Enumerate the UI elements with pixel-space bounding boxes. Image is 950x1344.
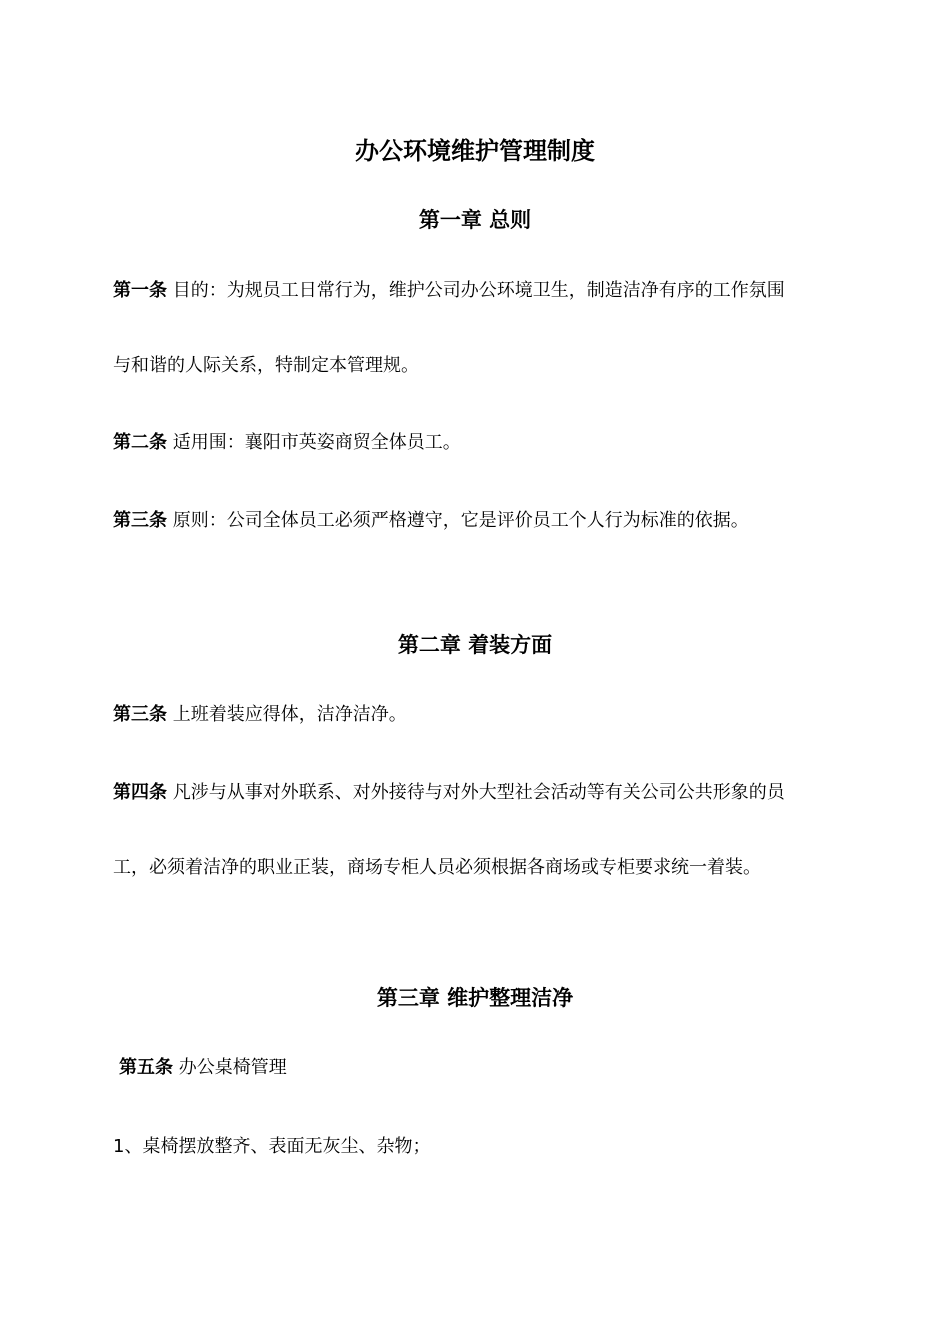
- article-1-line-1: [113, 278, 785, 304]
- chapter-2-heading: 第二章 着装方面: [397, 633, 553, 657]
- article-5-text: 办公桌椅管理: [173, 1057, 287, 1078]
- article-4-line-2: 工，必须着洁净的职业正装，商场专柜人员必须根据各商场或专柜要求统一着装。: [113, 857, 761, 878]
- chapter-3-heading: 第三章 维护整理洁净: [376, 986, 574, 1010]
- chapter-2-article-3-label: 第三条: [113, 704, 167, 725]
- article-1-line-2: 与和谐的人际关系，特制定本管理规。: [113, 355, 419, 376]
- document-title: 办公环境维护管理制度: [355, 137, 595, 165]
- article-5: [119, 1055, 287, 1081]
- article-4-text: 凡涉与从事对外联系、对外接待与对外大型社会活动等有关公司公共形象的员: [167, 782, 785, 803]
- article-3-label: 第三条: [113, 510, 167, 531]
- article-4-line-1: [113, 780, 785, 806]
- article-2-label: 第二条: [113, 432, 167, 453]
- chapter-2-article-3: [113, 702, 407, 728]
- article-5-label: 第五条: [119, 1057, 173, 1078]
- article-3-text: 原则：公司全体员工必须严格遵守，它是评价员工个人行为标准的依据。: [167, 510, 749, 531]
- list-item-1: 1、桌椅摆放整齐、表面无灰尘、杂物；: [113, 1136, 431, 1157]
- article-2: [113, 430, 461, 456]
- chapter-1-heading: 第一章 总则: [418, 208, 532, 232]
- article-2-text: 适用围：襄阳市英姿商贸全体员工。: [167, 432, 461, 453]
- article-1-text: 目的：为规员工日常行为，维护公司办公环境卫生，制造洁净有序的工作氛围: [167, 280, 785, 301]
- chapter-2-article-3-text: 上班着装应得体，洁净洁净。: [167, 704, 407, 725]
- article-3: [113, 508, 749, 534]
- article-4-label: 第四条: [113, 782, 167, 803]
- article-1-label: 第一条: [113, 280, 167, 301]
